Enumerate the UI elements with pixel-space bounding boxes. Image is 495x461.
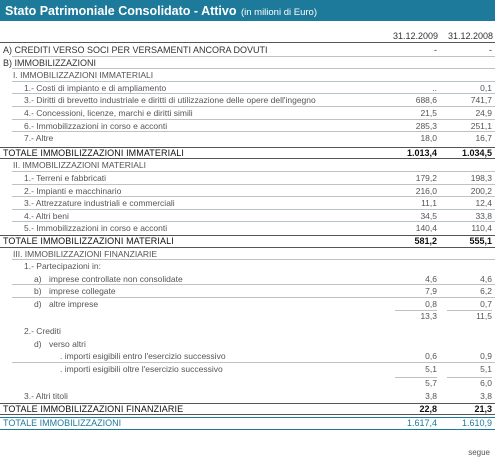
- value-2008: 110,4: [471, 223, 492, 234]
- value-2008: 0,9: [480, 351, 492, 362]
- table-row: [0, 325, 495, 338]
- value-2009: 285,3: [415, 120, 437, 131]
- value-2008: 1.034,5: [461, 147, 492, 158]
- total-row: [0, 417, 495, 430]
- row-sublabel: imprese collegate: [49, 286, 116, 297]
- table-row: [0, 172, 495, 185]
- table-row: [0, 197, 495, 210]
- table-row: [0, 69, 495, 82]
- row-label: TOTALE IMMOBILIZZAZIONI: [3, 418, 122, 429]
- value-2009: ..: [432, 82, 437, 93]
- value-2009: 4,6: [425, 273, 437, 284]
- table-row: [0, 159, 495, 172]
- value-2009: 179,2: [415, 172, 437, 183]
- row-label: 1.- Terreni e fabbricati: [24, 172, 107, 183]
- table-row: [0, 377, 495, 390]
- value-2008: -: [489, 45, 492, 55]
- table-row: [0, 94, 495, 107]
- row-label: 4.- Concessioni, licenze, marchi e diritti simili: [24, 107, 193, 118]
- table-row: [0, 82, 495, 95]
- column-header-2008: 31.12.2008: [447, 31, 493, 41]
- table-row: [0, 57, 495, 70]
- value-2009: -: [434, 45, 437, 55]
- table-row: [0, 210, 495, 223]
- row-label: 2.- Crediti: [24, 326, 61, 337]
- table-row: [0, 132, 495, 145]
- value-2008: 251,1: [470, 120, 492, 131]
- table-row: [0, 185, 495, 198]
- table-row: [0, 44, 495, 57]
- value-2009: 7,9: [425, 286, 437, 297]
- value-2009: 688,6: [415, 95, 437, 106]
- value-2009: 581,2: [414, 235, 437, 246]
- title-bar: [0, 0, 495, 21]
- value-2009: 11,1: [421, 198, 437, 209]
- value-2008: 555,1: [469, 235, 492, 246]
- balance-sheet-table: [0, 44, 495, 430]
- row-sublabel: verso altri: [49, 338, 86, 349]
- value-2009: 3,8: [425, 391, 437, 402]
- row-label: B) IMMOBILIZZAZIONI: [3, 57, 97, 68]
- row-label: 6.- Immobilizzazioni in corso e acconti: [24, 120, 168, 131]
- column-header-2009: 31.12.2009: [392, 31, 438, 41]
- value-2009: 216,0: [415, 185, 437, 196]
- table-row: [0, 273, 495, 286]
- row-sublabel: imprese controllate non consolidate: [49, 273, 183, 284]
- total-row: [0, 147, 495, 160]
- row-label: II. IMMOBILIZZAZIONI MATERIALI: [13, 160, 147, 171]
- value-2008: 6,0: [447, 377, 492, 390]
- table-row: [0, 107, 495, 120]
- value-2009: 5,1: [425, 363, 437, 374]
- row-label: 3.- Altri titoli: [24, 391, 68, 402]
- value-2008: 6,2: [480, 286, 492, 297]
- value-2008: 198,3: [470, 172, 492, 183]
- value-2008: 0,7: [480, 298, 492, 309]
- row-label: 3.- Attrezzature industriali e commerciali: [24, 198, 175, 209]
- value-2008: 200,2: [470, 185, 492, 196]
- table-row: [0, 350, 495, 363]
- row-label: . importi esigibili entro l'esercizio successivo: [60, 351, 226, 362]
- table-row: [0, 222, 495, 235]
- value-2008: 0,1: [480, 82, 492, 93]
- row-label: d): [34, 338, 42, 349]
- value-2009: 0,8: [425, 298, 437, 309]
- row-label: A) CREDITI VERSO SOCI PER VERSAMENTI ANCORA DOVUTI: [3, 45, 268, 55]
- table-row: [0, 285, 495, 298]
- table-row: [0, 120, 495, 133]
- table-row: [0, 338, 495, 351]
- value-2009: 140,4: [415, 223, 437, 234]
- value-2009: 22,8: [419, 403, 437, 414]
- value-2009: 34,5: [420, 210, 437, 221]
- table-row: [0, 310, 495, 323]
- row-label: TOTALE IMMOBILIZZAZIONI IMMATERIALI: [3, 147, 185, 158]
- header-divider: [0, 42, 495, 43]
- continued-note: segue: [468, 448, 490, 457]
- table-row: [0, 260, 495, 273]
- value-2008: 12,4: [475, 198, 492, 209]
- table-row: [0, 298, 495, 311]
- value-2009: 13,3: [395, 310, 437, 323]
- value-2009: 0,6: [425, 351, 437, 362]
- row-label: b): [34, 286, 42, 297]
- value-2008: 21,3: [474, 403, 492, 414]
- value-2008: 3,8: [480, 391, 492, 402]
- table-row: [0, 248, 495, 261]
- row-label: d): [34, 298, 42, 309]
- total-row: [0, 235, 495, 248]
- row-label: I. IMMOBILIZZAZIONI IMMATERIALI: [13, 70, 154, 81]
- row-label: TOTALE IMMOBILIZZAZIONI MATERIALI: [3, 235, 174, 246]
- total-row: [0, 403, 495, 416]
- row-label: a): [34, 273, 42, 284]
- unit-note: (in milioni di Euro): [240, 7, 317, 18]
- value-2008: 1.610,9: [461, 418, 492, 429]
- row-label: 1.- Partecipazioni in:: [24, 261, 102, 272]
- row-sublabel: altre imprese: [49, 298, 99, 309]
- row-label: 1.- Costi di impianto e di ampliamento: [24, 82, 167, 93]
- row-label: TOTALE IMMOBILIZZAZIONI FINANZIARIE: [3, 403, 184, 414]
- row-label: 4.- Altri beni: [24, 210, 69, 221]
- value-2008: 24,9: [475, 107, 492, 118]
- value-2009: 18,0: [420, 133, 437, 144]
- value-2008: 4,6: [480, 273, 492, 284]
- value-2008: 33,8: [475, 210, 492, 221]
- row-label: III. IMMOBILIZZAZIONI FINANZIARIE: [13, 248, 158, 259]
- row-label: . importi esigibili oltre l'esercizio successivo: [60, 363, 223, 374]
- value-2008: 741,7: [470, 95, 492, 106]
- value-2008: 11,5: [447, 310, 492, 323]
- value-2009: 21,5: [420, 107, 437, 118]
- row-label: 3.- Diritti di brevetto industriale e diritti di utilizzazione delle opere dell'ingegno: [24, 95, 316, 106]
- table-row: [0, 363, 495, 376]
- value-2008: 16,7: [475, 133, 492, 144]
- row-label: 7.- Altre: [24, 133, 54, 144]
- value-2009: 1.617,4: [406, 418, 437, 429]
- value-2008: 5,1: [480, 363, 492, 374]
- value-2009: 5,7: [395, 377, 437, 390]
- row-label: 5.- Immobilizzazioni in corso e acconti: [24, 223, 168, 234]
- table-row: [0, 390, 495, 403]
- row-label: 2.- Impianti e macchinario: [24, 185, 122, 196]
- page-title: Stato Patrimoniale Consolidato - Attivo: [5, 4, 237, 18]
- value-2009: 1.013,4: [406, 147, 437, 158]
